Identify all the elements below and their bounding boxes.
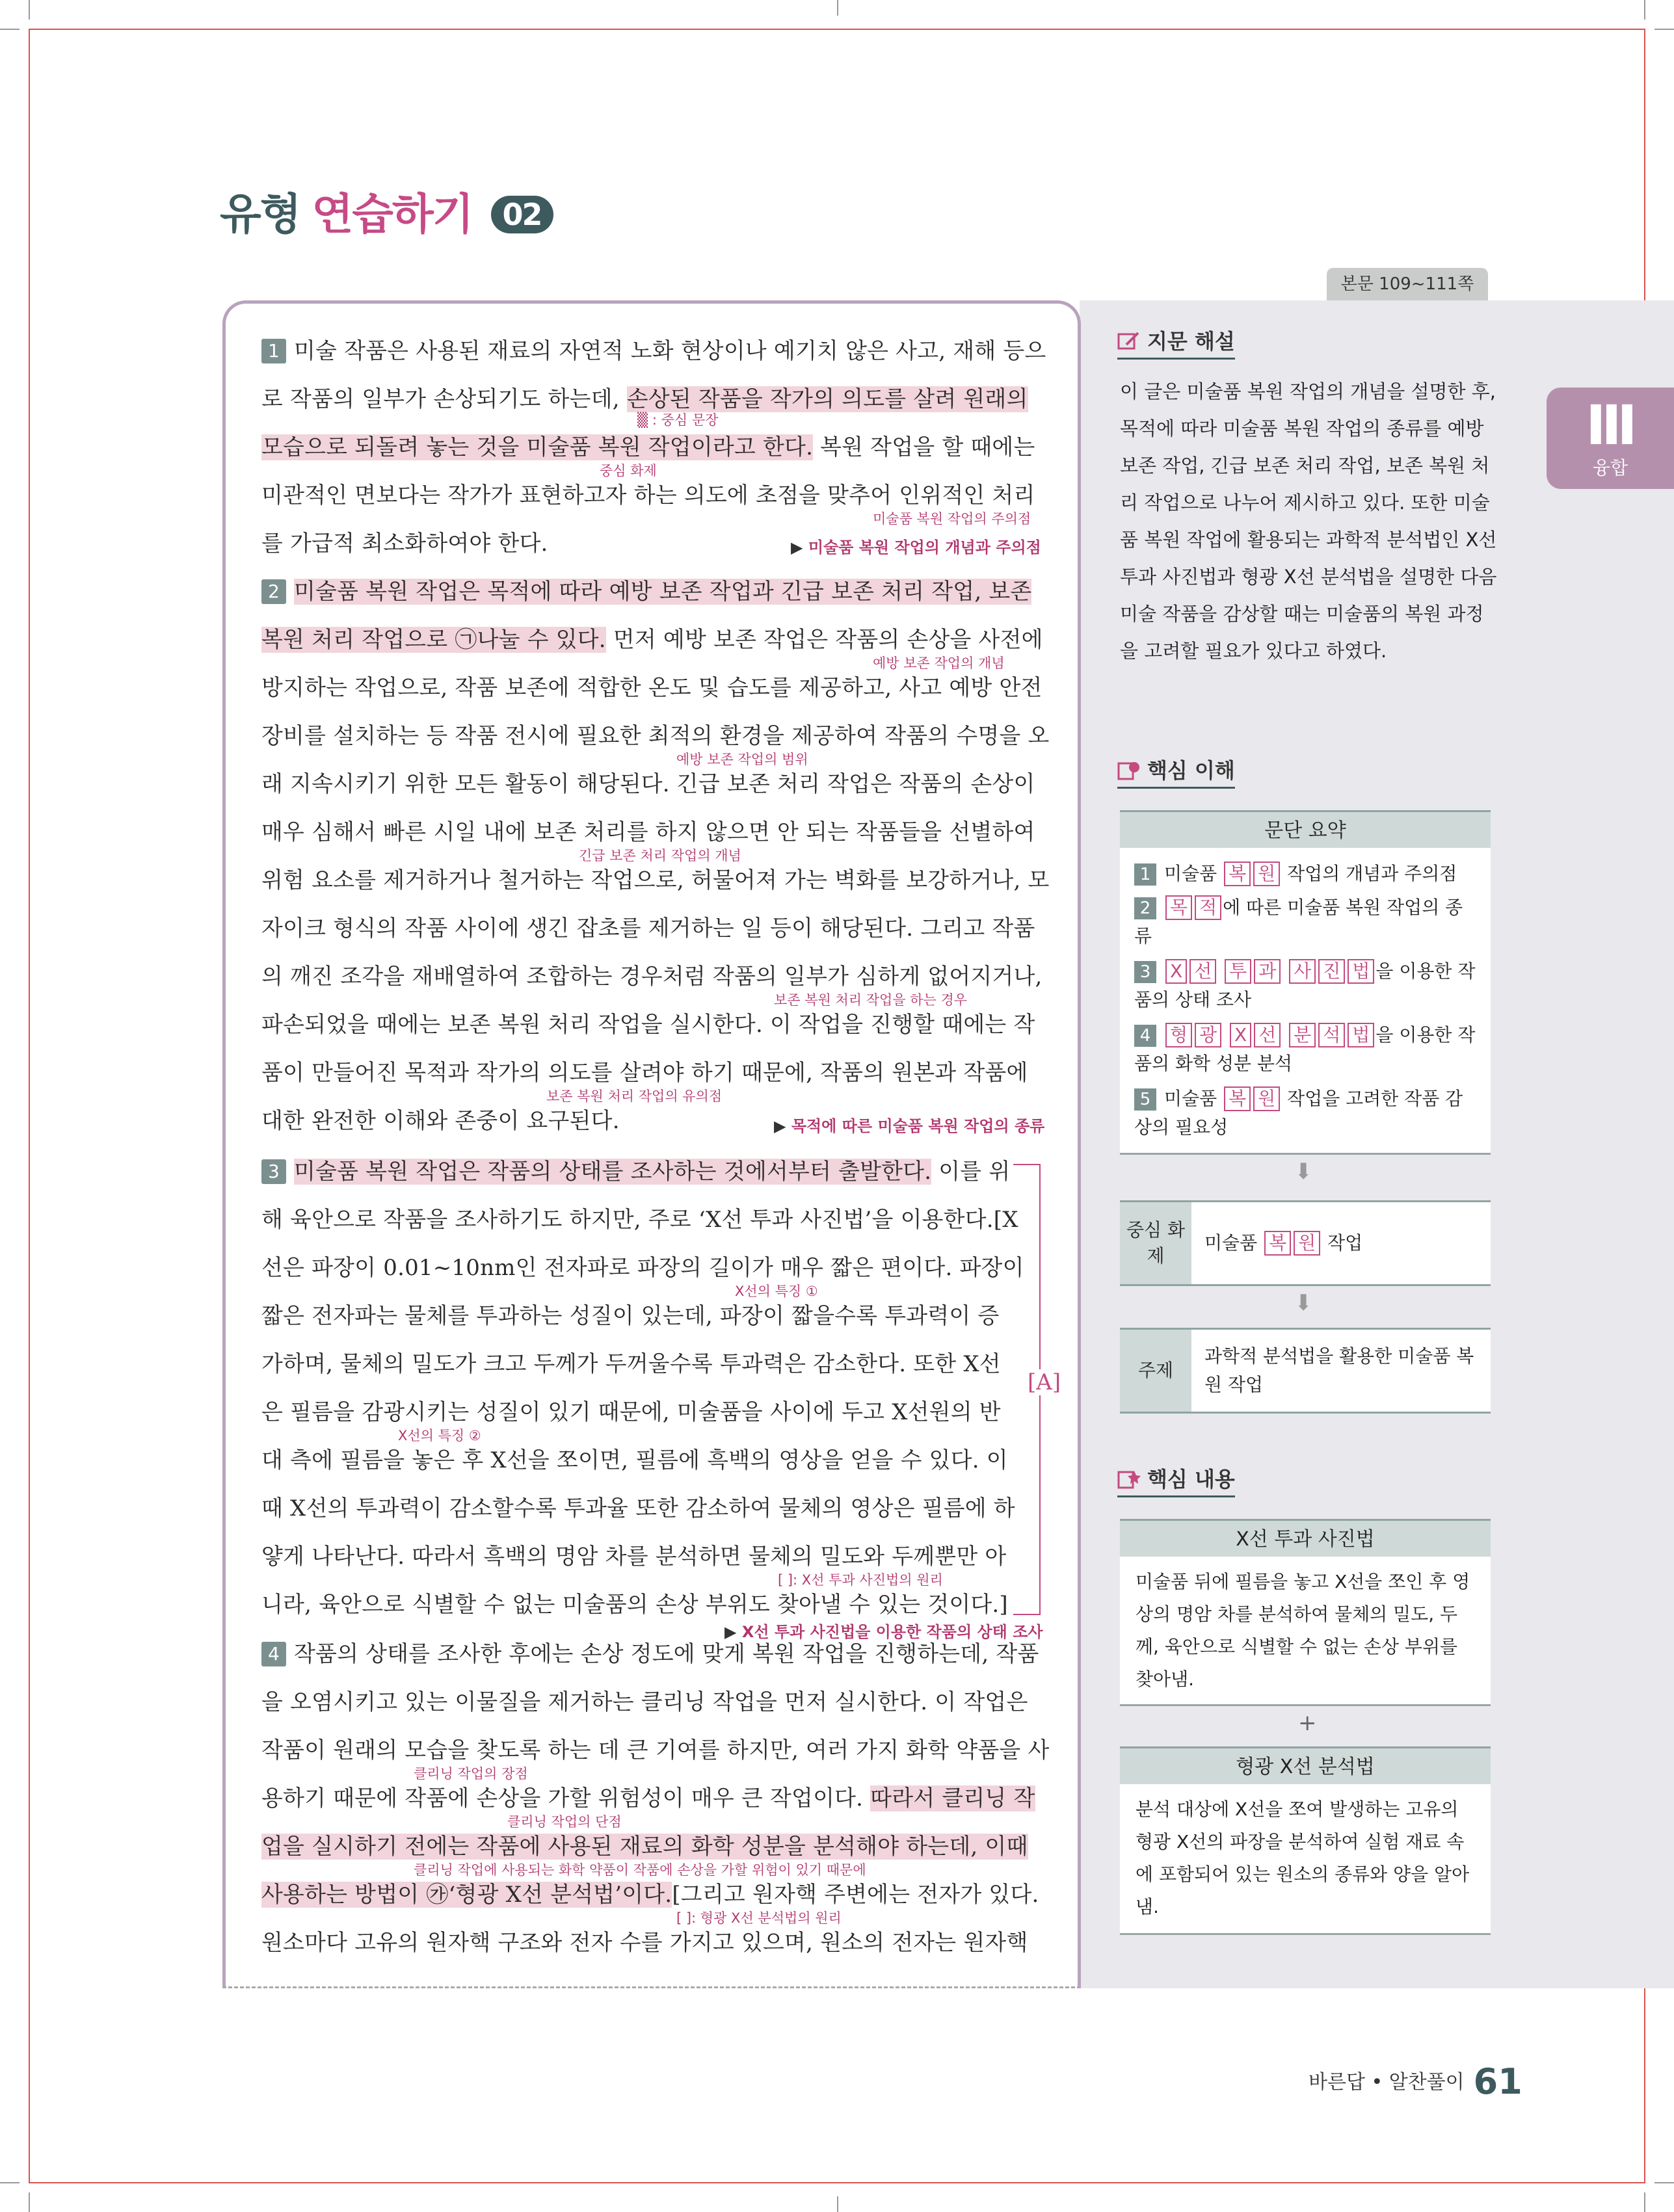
title-number-badge: 02 — [491, 196, 553, 233]
passage-line — [261, 573, 1031, 605]
passage-line: 대 측에 필름을 놓은 후 X선을 쪼이면, 필름에 흑백의 영상을 얻을 수 있다. 이 — [261, 1447, 1008, 1473]
paragraph-summary: ▶ 미술품 복원 작업의 개념과 주의점 — [791, 534, 1041, 557]
key-sentence: 복원 처리 작업으로 ㉠나눌 수 있다. — [261, 627, 606, 653]
passage-line: 장비를 설치하는 등 작품 전시에 필요한 최적의 환경을 제공하여 작품의 수명을 오 — [261, 723, 1050, 749]
fluorescence-box-header: 형광 X선 분석법 — [1120, 1746, 1491, 1786]
page-title — [220, 179, 553, 241]
annotation: X선의 특징 ① — [735, 1284, 818, 1299]
summary-item: 1 미술품 복 원 작업의 개념과 주의점 — [1134, 860, 1476, 888]
theme-row — [1120, 1328, 1491, 1414]
passage-line: 짧은 전자파는 물체를 투과하는 성질이 있는데, 파장이 짧을수록 투과력이 증 — [261, 1303, 1000, 1329]
passage-line: 로 작품의 일부가 손상되기도 하는데, 손상된 작품을 작가의 의도를 살려 원래의 — [261, 386, 1028, 412]
summary-item: 3 X 선 투 과 사 진 법 을 이용한 작품의 상태 조사 — [1134, 960, 1476, 1010]
passage-line: 복원 처리 작업으로 ㉠나눌 수 있다. 먼저 예방 보존 작업은 작품의 손상을 사전에 — [261, 627, 1043, 653]
passage-line: 모습으로 되돌려 놓는 것을 미술품 복원 작업이라고 한다. 복원 작업을 할 때에는 — [261, 434, 1035, 460]
page-number: 61 — [1473, 2061, 1522, 2102]
passage-line: 3 미술품 복원 작업은 작품의 상태를 조사하는 것에서부터 출발한다. 이를 위 — [261, 1153, 1010, 1185]
core-heading: 핵심 이해 — [1117, 754, 1235, 789]
passage-line: 원소마다 고유의 원자핵 구조와 전자 수를 가지고 있으며, 원소의 전자는 원자핵 — [261, 1930, 1028, 1956]
passage-line: 품이 만들어진 목적과 작가의 의도를 살려야 하기 때문에, 작품의 원본과 작품에 — [261, 1060, 1028, 1086]
paragraph-summary: ▶ 목적에 따른 미술품 복원 작업의 종류 — [774, 1113, 1044, 1136]
topic-value: 미술품 복 원 작업 — [1204, 1202, 1478, 1284]
content-heading: 핵심 내용 — [1117, 1463, 1235, 1497]
topic-key: 중심 화제 — [1120, 1202, 1191, 1284]
page-reference-tab: 본문 109~111쪽 — [1327, 268, 1488, 300]
passage-line: 방지하는 작업으로, 작품 보존에 적합한 온도 및 습도를 제공하고, 사고 예방 안전 — [261, 675, 1043, 701]
annotation: 보존 복원 처리 작업을 하는 경우 — [774, 992, 968, 1008]
passage-line: 은 필름을 감광시키는 성질이 있기 때문에, 미술품을 사이에 두고 X선원의 반 — [261, 1399, 1001, 1425]
chapter-label: 융합 — [1592, 457, 1628, 479]
crop-mark — [1644, 0, 1645, 20]
pencil-note-icon — [1117, 332, 1141, 351]
key-sentence: 미술품 복원 작업은 작품의 상태를 조사하는 것에서부터 출발한다. — [294, 1159, 932, 1185]
crop-mark — [0, 29, 20, 30]
down-arrow-icon: ⬇ — [1294, 1290, 1313, 1316]
paragraph-summary: ▶ X선 투과 사진법을 이용한 작품의 상태 조사 — [724, 1619, 1043, 1642]
paragraph-number: 1 — [261, 339, 286, 363]
page-footer — [1309, 2061, 1522, 2102]
annotation: 중심 화제 — [600, 463, 657, 479]
down-arrow-icon: ⬇ — [1294, 1159, 1313, 1185]
annotation: 클리닝 작업에 사용되는 화학 약품이 작품에 손상을 가할 위험이 있기 때문에 — [414, 1862, 866, 1878]
passage-line: 선은 파장이 0.01~10nm인 전자파로 파장의 길이가 매우 짧은 편이다. 파장이 — [261, 1255, 1024, 1281]
paragraph-number: 2 — [261, 579, 286, 604]
paragraph-number: 3 — [261, 1159, 286, 1184]
key-sentence: 미술품 복원 작업은 목적에 따라 예방 보존 작업과 긴급 보존 처리 작업, 보존 — [294, 579, 1032, 605]
explain-heading: 지문 해설 — [1117, 325, 1235, 360]
chapter-tab — [1547, 388, 1674, 489]
summary-box — [1120, 848, 1491, 1155]
passage-line: 니라, 육안으로 식별할 수 없는 미술품의 손상 부위도 찾아낼 수 있는 것이다.] — [261, 1592, 1008, 1618]
crop-mark — [29, 2192, 30, 2212]
title-part2: 연습하기 — [312, 189, 473, 239]
annotation: [ ]: 형광 X선 분석법의 원리 — [676, 1910, 842, 1926]
footer-label: 바른답 • 알찬풀이 — [1309, 2071, 1465, 2094]
passage-line: 의 깨진 조각을 재배열하여 조합하는 경우처럼 작품의 일부가 심하게 없어지거나, — [261, 964, 1043, 990]
annotation: 클리닝 작업의 장점 — [414, 1766, 528, 1782]
star-note-icon — [1117, 1469, 1141, 1489]
passage-line — [261, 1828, 1028, 1860]
passage-line: 미관적인 면보다는 작가가 표현하고자 하는 의도에 초점을 맞추어 인위적인 처리 — [261, 482, 1035, 508]
crop-mark — [837, 2196, 838, 2212]
summary-item: 2 목 적 에 따른 미술품 복원 작업의 종류 — [1134, 897, 1463, 947]
annotation: [ ]: X선 투과 사진법의 원리 — [778, 1572, 943, 1588]
annotation: 보존 복원 처리 작업의 유의점 — [546, 1088, 723, 1104]
topic-row — [1120, 1200, 1491, 1286]
annotation: 예방 보존 작업의 개념 — [873, 655, 1005, 671]
xray-box-header: X선 투과 사진법 — [1120, 1519, 1491, 1559]
key-sentence: 따라서 클리닝 작 — [870, 1785, 1035, 1811]
paragraph-number: 4 — [261, 1642, 286, 1666]
summary-item: 5 미술품 복 원 작업을 고려한 작품 감상의 필요성 — [1134, 1088, 1463, 1138]
passage-line: 대한 완전한 이해와 존중이 요구된다. — [261, 1108, 620, 1134]
chapter-number: Ⅲ — [1586, 393, 1635, 457]
plus-sign: + — [1298, 1710, 1317, 1736]
crop-mark — [1644, 2192, 1645, 2212]
summary-box-header: 문단 요약 — [1120, 810, 1491, 850]
passage-line: 매우 심해서 빠른 시일 내에 보존 처리를 하지 않으면 안 되는 작품들을 선별하여 — [261, 819, 1035, 845]
annotation-legend: ▒ : 중심 문장 — [637, 412, 719, 428]
annotation: 예방 보존 작업의 범위 — [676, 752, 808, 767]
title-part1: 유형 — [220, 189, 300, 239]
passage-line: 래 지속시키기 위한 모든 활동이 해당된다. 긴급 보존 처리 작업은 작품의 손상이 — [261, 771, 1035, 797]
passage-line: 자이크 형식의 작품 사이에 생긴 잡초를 제거하는 일 등이 해당된다. 그리고 작품 — [261, 915, 1035, 941]
passage-line: 4 작품의 상태를 조사한 후에는 손상 정도에 맞게 복원 작업을 진행하는데, 작품 — [261, 1636, 1039, 1668]
passage-line: 얗게 나타난다. 따라서 흑백의 명암 차를 분석하면 물체의 밀도와 두께뿐만 아 — [261, 1544, 1007, 1570]
passage-line: 사용하는 방법이 ㉮‘형광 X선 분석법’이다.[그리고 원자핵 주변에는 전자가 있다. — [261, 1882, 1039, 1908]
crop-mark — [837, 0, 838, 16]
annotation: 클리닝 작업의 단점 — [507, 1814, 622, 1830]
key-sentence: 모습으로 되돌려 놓는 것을 미술품 복원 작업이라고 한다. — [261, 434, 814, 460]
theme-key: 주제 — [1120, 1330, 1191, 1412]
summary-item: 4 형 광 X 선 분 석 법 을 이용한 작품의 화학 성분 분석 — [1134, 1024, 1476, 1074]
annotation: 미술품 복원 작업의 주의점 — [873, 511, 1031, 527]
passage-line: 해 육안으로 작품을 조사하기도 하지만, 주로 ‘X선 투과 사진법’을 이용한다.[X — [261, 1207, 1018, 1233]
passage-line: 위험 요소를 제거하거나 철거하는 작업으로, 허물어져 가는 벽화를 보강하거나, 모 — [261, 867, 1050, 893]
lightbulb-icon — [1117, 761, 1141, 780]
key-sentence: 손상된 작품을 작가의 의도를 살려 원래의 — [626, 386, 1028, 412]
passage-line: 를 가급적 최소화하여야 한다. — [261, 531, 548, 557]
crop-mark — [1654, 29, 1674, 30]
passage-line: 을 오염시키고 있는 이물질을 제거하는 클리닝 작업을 먼저 실시한다. 이 작업은 — [261, 1689, 1028, 1715]
key-sentence: 업을 실시하기 전에는 작품에 사용된 재료의 화학 성분을 분석해야 하는데, 이때 — [261, 1834, 1028, 1860]
crop-mark — [0, 2182, 20, 2183]
crop-mark — [1654, 2182, 1674, 2183]
passage-line: 가하며, 물체의 밀도가 크고 두께가 두꺼울수록 투과력은 감소한다. 또한 X선 — [261, 1351, 1001, 1377]
crop-mark — [29, 0, 30, 20]
passage-line: 1 미술 작품은 사용된 재료의 자연적 노화 현상이나 예기치 않은 사고, 재해 등으 — [261, 333, 1046, 365]
passage-line: 파손되었을 때에는 보존 복원 처리 작업을 실시한다. 이 작업을 진행할 때에는 작 — [261, 1012, 1035, 1038]
passage-line: 용하기 때문에 작품에 손상을 가할 위험성이 매우 큰 작업이다. 따라서 클리닝 작 — [261, 1785, 1035, 1811]
explain-text: 이 글은 미술품 복원 작업의 개념을 설명한 후, 목적에 따라 미술품 복원 작업의 종류를 예방 보존 작업, 긴급 보존 처리 작업, 보존 복원 처리 작업으로 나누어 제시하고 있다. 또한 미술품 복원 작업에 활용되는 과학적 분석법인 X선 투과 사진법과 형광 X선 분석법을 설명한 다음 미술 작품을 감상할 때는 미술품의 복원 과정을 고려할 필요가 있다고 하였다. — [1120, 380, 1497, 662]
passage-line: 작품이 원래의 모습을 찾도록 하는 데 큰 기여를 하지만, 여러 가지 화학 약품을 사 — [261, 1737, 1050, 1763]
theme-value: 과학적 분석법을 활용한 미술품 복원 작업 — [1204, 1345, 1474, 1395]
annotation: X선의 특징 ② — [398, 1428, 481, 1443]
xray-box: 미술품 뒤에 필름을 놓고 X선을 쪼인 후 영상의 명암 차를 분석하여 물체의 밀도, 두께, 육안으로 식별할 수 없는 손상 부위를 찾아냄. — [1120, 1557, 1491, 1706]
passage-line: 때 X선의 투과력이 감소할수록 투과율 또한 감소하여 물체의 영상은 필름에 하 — [261, 1495, 1015, 1521]
annotation: 긴급 보존 처리 작업의 개념 — [579, 848, 741, 863]
key-sentence: 사용하는 방법이 ㉮‘형광 X선 분석법’이다. — [261, 1882, 672, 1908]
fluorescence-box: 분석 대상에 X선을 쪼여 발생하는 고유의 형광 X선의 파장을 분석하여 실험 재료 속에 포함되어 있는 원소의 종류와 양을 알아냄. — [1120, 1784, 1491, 1935]
bracket-a-label: [A] — [1028, 1369, 1061, 1395]
